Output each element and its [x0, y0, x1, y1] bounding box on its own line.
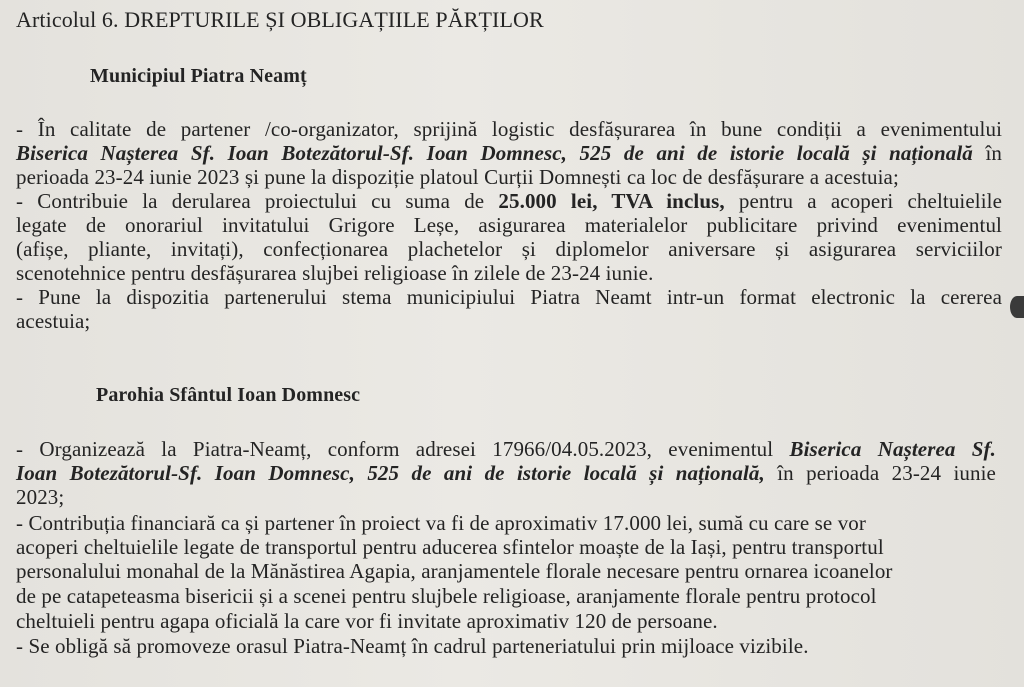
paragraph-line: [16, 461, 996, 485]
paragraph-line: acestuia;: [16, 309, 91, 333]
paragraph-line: personalului monahal de la Mănăstirea Agapia, aranjamentele florale necesare pentru ornarea icoanelor: [16, 559, 893, 583]
section-heading-municipiul: Municipiul Piatra Neamț: [90, 65, 307, 87]
paragraph-line: [16, 189, 1002, 213]
paragraph-line: legate de onorariul invitatului Grigore Leșe, asigurarea materialelor publicitare privind evenimentul: [16, 213, 1002, 237]
paragraph-line: (afișe, pliante, invitați), confecționarea plachetelor și diplomelor aniversare și asigurarea serviciilor: [16, 237, 1002, 261]
paragraph-text: pentru a acoperi cheltuielile: [724, 189, 1002, 213]
article-title: Articolul 6. DREPTURILE ȘI OBLIGAȚIILE PĂRȚILOR: [16, 7, 544, 32]
paragraph-line: - Pune la dispozitia partenerului stema municipiului Piatra Neamt intr-un format electronic la cererea: [16, 285, 1002, 309]
paragraph-line: - Se obligă să promoveze orasul Piatra-Neamț în cadrul parteneriatului prin mijloace vizibile.: [16, 634, 809, 658]
paragraph-line: 2023;: [16, 485, 65, 509]
contribution-amount: 25.000 lei, TVA inclus,: [498, 189, 725, 213]
event-name: Biserica Nașterea Sf.: [789, 437, 997, 461]
paragraph-line: scenotehnice pentru desfășurarea slujbei religioase în zilele de 23-24 iunie.: [16, 261, 654, 285]
page-edge-shadow: [1010, 296, 1024, 318]
paragraph-line: [16, 437, 996, 461]
paragraph-line: - În calitate de partener /co-organizator, sprijină logistic desfășurarea în bune condiții a evenimentului: [16, 117, 1002, 141]
event-name: Ioan Botezătorul-Sf. Ioan Domnesc, 525 de ani de istorie locală și națională,: [16, 461, 765, 485]
paragraph-line: cheltuieli pentru agapa oficială la care vor fi invitate aproximativ 120 de persoane.: [16, 609, 718, 633]
section-heading-parohia: Parohia Sfântul Ioan Domnesc: [96, 384, 361, 406]
paragraph-line: [16, 141, 1002, 165]
paragraph-text: - Contribuie la derularea proiectului cu suma de: [16, 189, 499, 213]
paragraph-line: acoperi cheltuielile legate de transportul pentru aducerea sfintelor moaște de la Iași, pentru transportul: [16, 535, 884, 559]
paragraph-line: perioada 23-24 iunie 2023 și pune la dispoziție platoul Curții Domnești ca loc de desfășurare a acestuia;: [16, 165, 899, 189]
paragraph-line: de pe catapeteasma bisericii și a scenei pentru slujbele religioase, aranjamente florale pentru protocol: [16, 584, 877, 608]
event-name: Biserica Nașterea Sf. Ioan Botezătorul-Sf. Ioan Domnesc, 525 de ani de istorie locală și națională: [16, 141, 973, 165]
paragraph-text: în: [972, 141, 1002, 165]
paragraph-line: - Contribuția financiară ca și partener în proiect va fi de aproximativ 17.000 lei, sumă cu care se vor: [16, 511, 866, 535]
paragraph-text: - Organizează la Piatra-Neamț, conform adresei 17966/04.05.2023, evenimentul: [16, 437, 790, 461]
paragraph-text: în perioada 23-24 iunie: [764, 461, 996, 485]
